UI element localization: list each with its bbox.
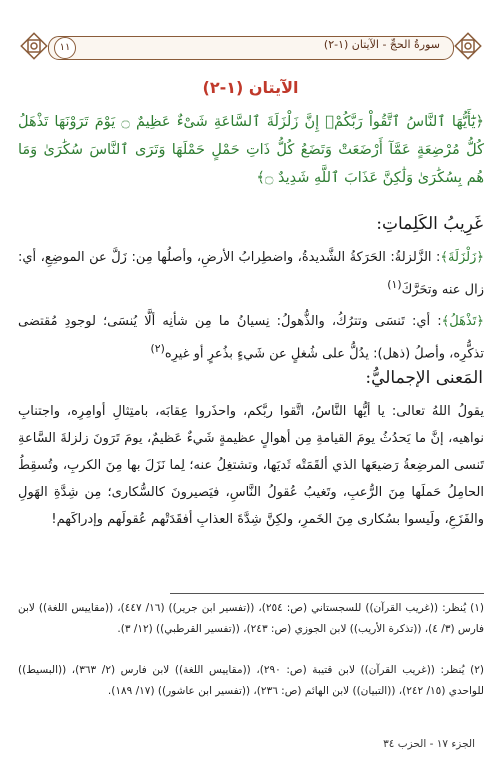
- footnote-1: (١) يُنظر: ((غريب القرآن)) للسجستاني (ص: ٢٥٤)، ((تفسير ابن جرير)) (١٦/ ٤٤٧)، ((مقاييس اللغة)) لابن فارس (٣/ ٤)، ((تذكرة الأريب)) لابن الجوزي (ص: ٢٤٣)، ((تفسير القرطبي)) (١٢/ ٣).: [18, 602, 484, 635]
- footnote-separator: [170, 593, 484, 594]
- ijmali-heading: المَعنى الإجماليُّ:: [365, 368, 483, 388]
- gharib-entry-2: [18, 308, 484, 367]
- footnote-ref: (١): [387, 278, 402, 291]
- quran-verse: ﴿يَٰٓأَيُّهَا ٱلنَّاسُ ٱتَّقُواْ رَبَّكُمْۚ إِنَّ زَلْزَلَةَ ٱلسَّاعَةِ شَىْءٌ عَظِيمٌ ۝ يَوْمَ تَرَوْنَهَا تَذْهَلُ كُلُّ مُرْضِعَةٍ عَمَّآ أَرْضَعَتْ وَتَضَعُ كُلُّ ذَاتِ حَمْلٍ حَمْلَهَا وَتَرَى ٱلنَّاسَ سُكَٰرَىٰ وَمَا هُم بِسُكَٰرَىٰ وَلَٰكِنَّ عَذَابَ ٱللَّهِ شَدِيدٌ ۝﴾: [18, 114, 485, 186]
- header-title: سورةُ الحجِّ - الآيتان (١-٢): [323, 38, 440, 51]
- page-footer: الجزء ١٧ - الحزب ٣٤: [383, 738, 475, 750]
- ornament-icon: [18, 30, 50, 62]
- gharib-entry-1: [18, 244, 484, 303]
- footnote-2: (٢) يُنظر: ((غريب القرآن)) لابن قتيبة (ص: ٢٩٠)، ((مقاييس اللغة)) لابن فارس (٢/ ٣٦٣)، ((البسيط)) للواحدي (١٥/ ٢٤٢)، ((التبيان)) لابن الهائم (ص: ٢٣٦)، ((تفسير ابن عاشور)) (١٧/ ١٨٩).: [18, 664, 484, 697]
- gharib-heading: غَرِيبُ الكَلِماتِ:: [376, 214, 483, 234]
- page-number: ١١: [54, 37, 76, 59]
- gharib-definition: : أي: تَنسَى وتترُكُ، والذُّهولُ: نِسيانُ ما مِن شأنِه ألَّا يُنسَى؛ لوجودِ مُقتضى تذكُّرِه، وأصلُ (ذهل): يدُلُّ على شُغلٍ عن شَيءٍ بذُعرٍ أو غيرِه: [18, 314, 484, 362]
- page-header: [18, 26, 484, 66]
- section-title: الآيتان (١-٢): [202, 78, 299, 97]
- footnote-ref: (٢): [150, 342, 165, 355]
- gharib-word: ﴿تَذْهَلُ﴾: [441, 314, 484, 329]
- ornament-icon: [452, 30, 484, 62]
- ijmali-text: يقولُ اللهُ تعالى: يا أيُّها النَّاسُ، اتَّقوا ربَّكم، واحذَروا عِقابَه، بامتِثالِ أوامِرِه، واجتنابِ نواهيه، إنَّ ما يَحدُثُ يومَ القيامةِ مِن أهوالٍ عظيمةٍ شَيءٌ عَظيمٌ، يومَ تَرَونَ زلزلةَ السَّاعةِ تَنسى المرضِعةُ رَضيعَها الذي ألقَمَتْه ثَديَها، وتشتغِلُ عنه؛ لِما نَزَلَ بها مِنَ الكربِ، وتُسقِطُ الحامِلُ حَملَها مِنَ الرُّعبِ، وتَغيبُ عُقولُ النَّاسِ، فيَصيرونَ كالسُّكارى؛ مِن شِدَّةِ الهَولِ والفَزَعِ، ولَيسوا بسُكارى مِنَ الخَمرِ، ولكِنَّ شِدَّةَ العذابِ أفقَدَتْهم عُقولَهم وإدراكَهم!: [18, 404, 484, 527]
- gharib-word: ﴿زَلْزَلَةَ﴾: [440, 250, 484, 265]
- gharib-definition: : الزَّلزلةُ: الحَرَكةُ الشَّديدةُ، واضطِرابُ الأرضِ، وأصلُها مِن: زَلَّ عن الموضِعِ، أي: زال عنه وتحَرَّكَ: [18, 250, 484, 298]
